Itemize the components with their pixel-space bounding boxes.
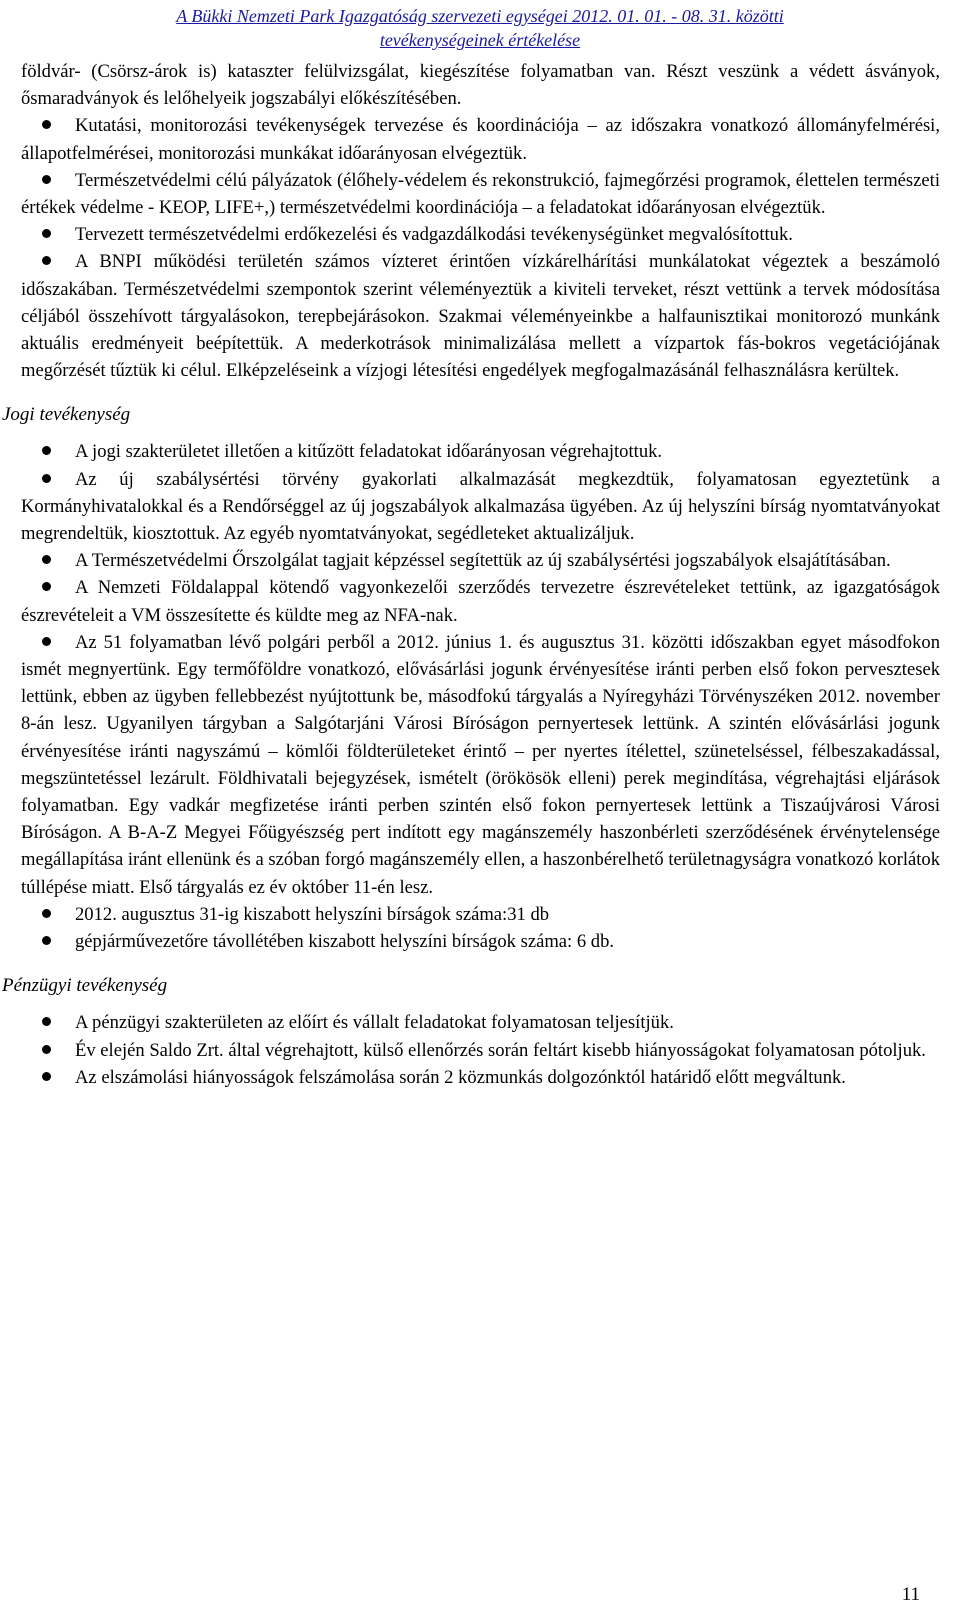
header-line-1: A Bükki Nemzeti Park Igazgatóság szervezeti egységei 2012. 01. 01. - 08. 31. közötti [176, 6, 784, 26]
bullet-icon [42, 555, 51, 564]
section-heading-legal: Jogi tevékenység [2, 404, 131, 426]
bullet-icon [42, 120, 51, 129]
bullet-icon [42, 256, 51, 265]
bullet-icon [42, 474, 51, 483]
running-header [20, 4, 940, 52]
bullet-icon [42, 936, 51, 945]
bullet-icon [42, 229, 51, 238]
intro-paragraph: földvár- (Csörsz-árok is) kataszter felülvizsgálat, kiegészítése folyamatban van. Részt veszünk a védett ásványok, ősmaradványok és lelőhelyeik jogszabályi előkészítésében. [21, 61, 940, 110]
section-heading-financial: Pénzügyi tevékenység [2, 975, 168, 997]
list-item: A pénzügyi szakterületen az előírt és vállalt feladatokat folyamatosan teljesítjük. [21, 1009, 940, 1036]
bullet-icon [42, 175, 51, 184]
list-item: Kutatási, monitorozási tevékenységek tervezése és koordinációja – az időszakra vonatkozó állományfelmérési, állapotfelmérései, monitorozási munkákat időarányosan elvégeztük. [21, 115, 940, 164]
list-item: Tervezett természetvédelmi erdőkezelési és vadgazdálkodási tevékenységünket megvalósítottuk. [21, 221, 940, 248]
bullet-icon [42, 1072, 51, 1081]
list-item: Év elején Saldo Zrt. által végrehajtott, külső ellenőrzés során feltárt kisebb hiányosságokat folyamatosan pótoljuk. [21, 1037, 940, 1064]
list-item: gépjárművezetőre távollétében kiszabott helyszíni bírságok száma: 6 db. [21, 928, 940, 955]
list-item: A Természetvédelmi Őrszolgálat tagjait képzéssel segítettük az új szabálysértési jogszabályok elsajátításában. [21, 547, 940, 574]
bullet-icon [42, 1045, 51, 1054]
document-body [0, 58, 940, 1091]
header-line-2: tevékenységeinek értékelése [379, 30, 581, 50]
section1-list [0, 112, 940, 384]
list-item: Az új szabálysértési törvény gyakorlati alkalmazását megkezdtük, folyamatosan egyeztetünk a Kormányhivatalokkal és a Rendőrséggel az új jogszabályok alkalmazása ügyében. Az új helyszíni bírság nyomtatványokat megrendeltük, kiosztottuk. Az egyéb nyomtatványokat, segédleteket aktualizáljuk. [21, 468, 940, 545]
list-item: A jogi szakterületet illetően a kitűzött feladatokat időarányosan végrehajtottuk. [21, 438, 940, 465]
list-item: 2012. augusztus 31-ig kiszabott helyszíni bírságok száma:31 db [21, 901, 940, 928]
list-item: Az elszámolási hiányosságok felszámolása során 2 közmunkás dolgozónktól határidő előtt megváltunk. [21, 1064, 940, 1091]
list-item: Az 51 folyamatban lévő polgári perből a 2012. június 1. és augusztus 31. közötti időszakban egyet másodfokon ismét megnyertünk. Egy termőföldre vonatkozó, elővásárlási jogunk érvényesítése iránti perben első fokon pervesztesek lettünk, ebben az ügyben fellebbezést nyújtottunk be, másodfokú tárgyalás a Nyíregyházi Törvényszéken 2012. november 8-án lesz. Ugyanilyen tárgyban a Salgótarjáni Városi Bíróságon pernyertesek lettünk. A szintén elővásárlási jogunk érvényesítése iránti nagyszámú – kömlői földterületeket érintő – per nyertes ítélettel, szünetelséssel, félbeszakadással, megszüntetéssel lezárult. Földhivatali bejegyzések, ismételt (örökösök elleni) perek megindítása, végrehajtási eljárások folyamatban. Egy vadkár megfizetése iránti perben szintén első fokon pernyertesek lettünk a Tiszaújvárosi Városi Bíróságon. A B-A-Z Megyei Főügyészség pert indított egy magánszemély haszonbérleti szerződésének érvénytelensége megállapítása iránt ellenünk és a szóban forgó magánszemély ellen, a haszonbérelhető területnagyságra vonatkozó korlátok túllépése miatt. Első tárgyalás ez év október 11-én lesz. [21, 631, 940, 898]
section3-list [0, 1009, 940, 1091]
list-item: A Nemzeti Földalappal kötendő vagyonkezelői szerződés tervezetre észrevételeket tettünk, az igazgatóságok észrevételeit a VM összesítette és küldte meg az NFA-nak. [21, 577, 940, 626]
bullet-icon [42, 637, 51, 646]
bullet-icon [42, 446, 51, 455]
bullet-icon [42, 909, 51, 918]
bullet-icon [42, 1017, 51, 1026]
list-item: A BNPI működési területén számos vízteret érintően vízkárelhárítási munkálatokat végeztek a beszámoló időszakában. Természetvédelmi szempontok szerint véleményeztük a kiviteli terveket, részt vettünk a tervek módosítása céljából összehívott tárgyalásokon, terepbejárásokon. Szakmai véleményeinkbe a halfaunisztikai monitorozó munkánk aktuális eredményeit beépítettük. A mederkotrások minimalizálása mellett a vízpartok fás-bokros vegetációjának megőrzését tűztük ki célul. Elképzeléseink a vízjogi létesítési engedélyek megfogalmazásánál felhasználásra kerültek. [21, 251, 940, 382]
bullet-icon [42, 582, 51, 591]
list-item: Természetvédelmi célú pályázatok (élőhely-védelem és rekonstrukció, fajmegőrzési programok, élettelen természeti értékek védelme - KEOP, LIFE+,) természetvédelmi koordinációja – a feladatokat időarányosan elvégeztük. [21, 169, 940, 219]
page-number: 11 [901, 1584, 920, 1605]
section2-list [0, 438, 940, 955]
